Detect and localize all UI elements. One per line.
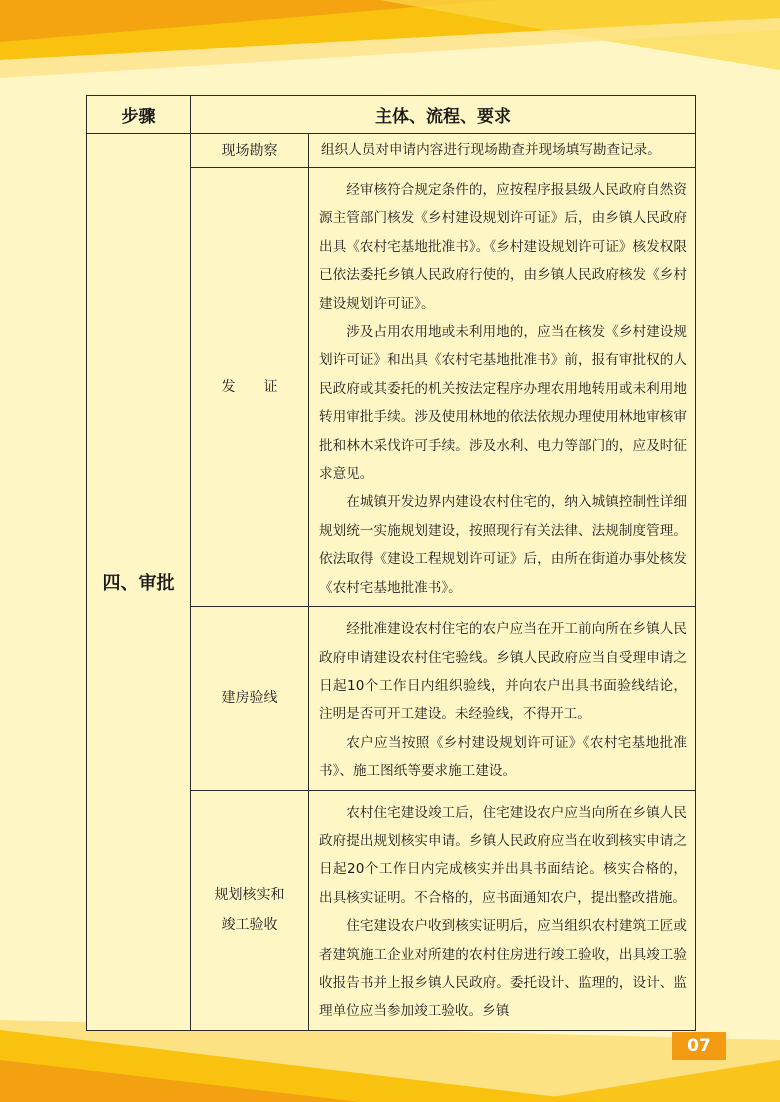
approval-table [86, 95, 696, 1031]
row-label: 发 证 [191, 168, 309, 607]
row-label [191, 790, 309, 1030]
paragraph: 农村住宅建设竣工后，住宅建设农户应当向所在乡镇人民政府提出规划核实申请。乡镇人民政府应当在收到核实申请之日起20个工作日内完成核实并出具书面结论。核实合格的，出具核实证明。不合格的，应书面通知农户，提出整改措施。 [319, 804, 687, 906]
approval-table-container [86, 95, 695, 1031]
row-label-line: 规划核实和 [214, 887, 285, 904]
row-content [309, 790, 696, 1030]
page-number: 07 [672, 1032, 726, 1060]
row-label-line: 竣工验收 [221, 917, 278, 934]
row-label: 现场勘察 [191, 134, 309, 168]
step-label: 四、审批 [87, 134, 191, 1031]
paragraph: 组织人员对申请内容进行现场勘查并现场填写勘查记录。 [321, 142, 661, 158]
header-content: 主体、流程、要求 [191, 96, 696, 134]
row-content [309, 134, 696, 168]
paragraph: 涉及占用农用地或未利用地的，应当在核发《乡村建设规划许可证》和出具《农村宅基地批准书》前，报有审批权的人民政府或其委托的机关按法定程序办理农用地转用或未利用地转用审批手续。涉及使用林地的依法依规办理使用林地审核审批和林木采伐许可手续。涉及水利、电力等部门的，应及时征求意见。 [319, 324, 687, 483]
paragraph: 在城镇开发边界内建设农村住宅的，纳入城镇控制性详细规划统一实施规划建设，按照现行有关法律、法规制度管理。依法取得《建设工程规划许可证》后，由所在街道办事处核发《农村宅基地批准书》。 [319, 494, 687, 596]
paragraph: 经批准建设农村住宅的农户应当在开工前向所在乡镇人民政府申请建设农村住宅验线。乡镇人民政府应当自受理申请之日起10个工作日内组织验线，并向农户出具书面验线结论，注明是否可开工建设。未经验线，不得开工。 [319, 621, 687, 723]
table-header-row [87, 96, 696, 134]
row-label: 建房验线 [191, 607, 309, 790]
row-content [309, 168, 696, 607]
paragraph: 农户应当按照《乡村建设规划许可证》《农村宅基地批准书》、施工图纸等要求施工建设。 [319, 734, 687, 780]
header-step: 步骤 [87, 96, 191, 134]
paragraph: 经审核符合规定条件的，应按程序报县级人民政府自然资源主管部门核发《乡村建设规划许可证》后，由乡镇人民政府出具《农村宅基地批准书》。《乡村建设规划许可证》核发权限已依法委托乡镇人民政府行使的，由乡镇人民政府核发《乡村建设规划许可证》。 [319, 182, 687, 312]
paragraph: 住宅建设农户收到核实证明后，应当组织农村建筑工匠或者建筑施工企业对所建的农村住房进行竣工验收，出具竣工验收报告书并上报乡镇人民政府。委托设计、监理的，设计、监理单位应当参加竣工验收。乡镇 [319, 918, 687, 1020]
table-row [87, 134, 696, 168]
row-content [309, 607, 696, 790]
